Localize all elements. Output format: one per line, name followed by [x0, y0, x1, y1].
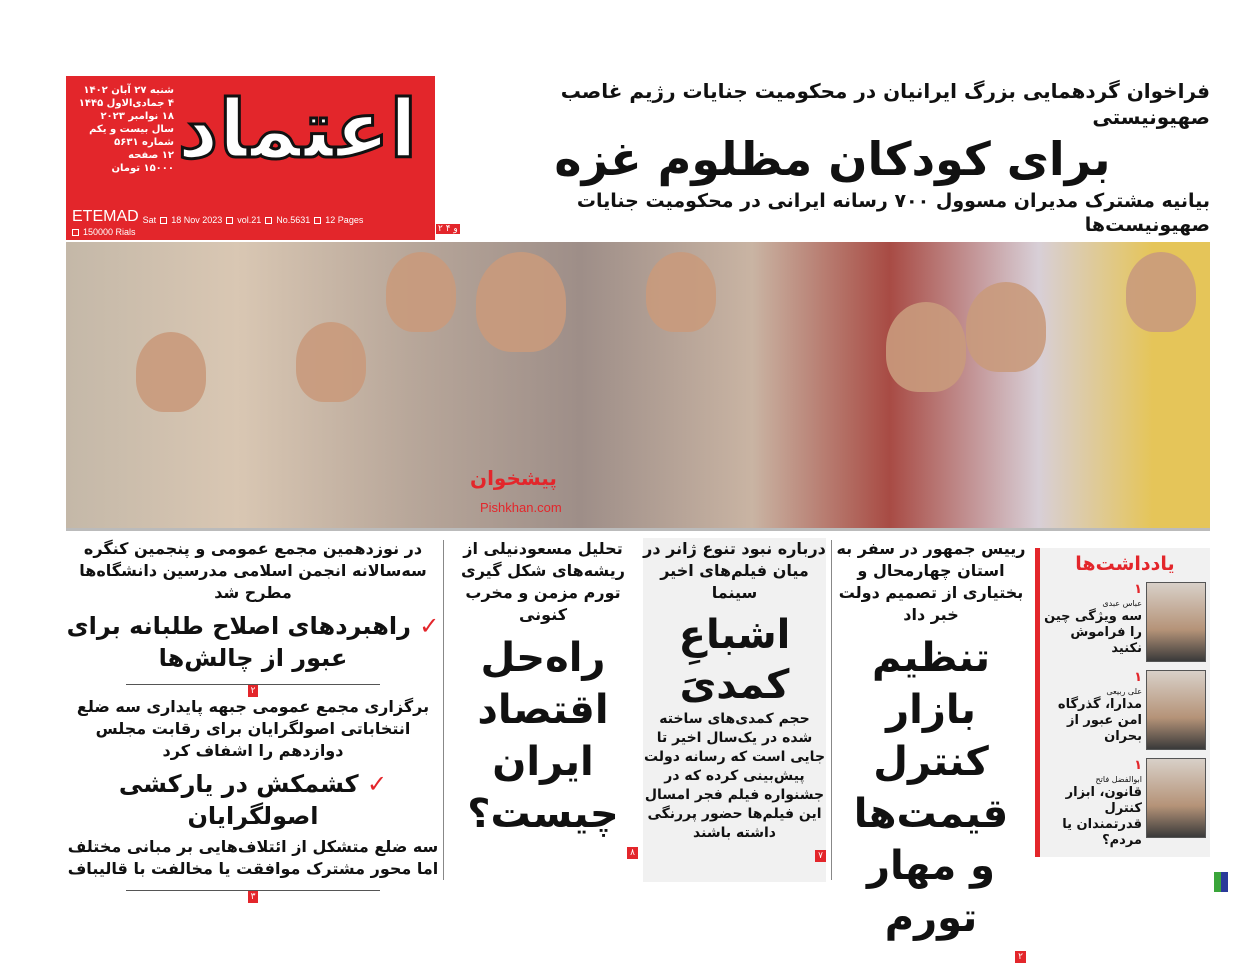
gaza-children-photo [66, 242, 1210, 528]
main-headline[interactable]: برای کودکان مظلوم غزه [554, 131, 1111, 186]
economy-column [448, 538, 638, 859]
note-title: سه ویژگی چین را فراموش نکنید [1044, 609, 1142, 656]
story-kicker: در نوزدهمین مجمع عمومی و پنجمین کنگره سه‌سالانه انجمن اسلامی مدرسین دانشگاه‌ها مطرح شد [79, 539, 427, 602]
date-block [74, 84, 174, 175]
divider [126, 678, 380, 696]
watermark-fa: پیشخوان [470, 466, 557, 490]
author-name: عباس عبدی [1102, 599, 1142, 608]
page-badge: ۷ [815, 850, 826, 862]
story-kicker: رییس جمهور در سفر به استان چهارمحال و بختیاری از تصمیم دولت خبر داد [836, 539, 1026, 624]
market-column [836, 538, 1026, 963]
page-badge: ۲ [1015, 951, 1026, 963]
check-icon: ✓ [419, 612, 440, 640]
masthead [66, 76, 435, 240]
story-headline[interactable]: اشباعِ کمدیَ [678, 612, 791, 708]
headline-text: کشمکش در یارکشی اصولگرایان [118, 770, 359, 830]
story-headline[interactable]: تنظیم بازار کنترل قیمت‌ها و مهار تورم [853, 635, 1009, 941]
note-title: مدارا، گذرگاه امن عبور از بحران [1057, 697, 1142, 744]
divider [126, 884, 380, 902]
column-rule [443, 540, 444, 880]
story-kicker: تحلیل مسعودنیلی از ریشه‌های شکل گیری تورم مزمن و مخرب کنونی [461, 539, 625, 624]
info-item: 150000 Rials [72, 227, 136, 237]
date-line: ۱۸ نوامبر ۲۰۲۳ [100, 111, 174, 122]
date-line: سال بیست و یکم [89, 124, 174, 135]
column-rule [831, 540, 832, 880]
date-line: ۱۲ صفحه [128, 150, 174, 161]
author-name: ابوالفضل فاتح [1095, 775, 1142, 784]
newspaper-logo: اعتماد [177, 83, 417, 176]
page-badge: ۳ [248, 891, 259, 903]
main-story-header [455, 78, 1210, 238]
headline-text: راهبردهای اصلاح طلبانه برای عبور از چالش‌ها [66, 612, 411, 672]
watermark-en: Pishkhan.com [480, 500, 562, 515]
date-line: شنبه ۲۷ آبان ۱۴۰۲ [83, 85, 174, 96]
story-headline[interactable] [66, 610, 440, 674]
info-item: vol.21 [226, 215, 261, 225]
info-item: Sat [142, 215, 157, 225]
date-line: ۴ جمادی‌الاول ۱۴۴۵ [78, 98, 174, 109]
story-headline[interactable]: راه‌حل اقتصاد ایران چیست؟ [467, 635, 619, 837]
main-subhead: بیانیه مشترک مدیران مسوول ۷۰۰ رسانه ایرانی در محکومیت جنایات صهیونیست‌ها [576, 189, 1210, 237]
author-photo [1146, 670, 1206, 750]
note-item[interactable] [1044, 582, 1206, 666]
story-headline[interactable] [66, 768, 440, 832]
author-photo [1146, 758, 1206, 838]
page-reference: ۲ و ۴ [438, 224, 458, 234]
info-item: 12 Pages [314, 215, 363, 225]
page-number: ۱ [1134, 670, 1142, 685]
english-info-line [66, 209, 435, 237]
page-number: ۱ [1134, 758, 1142, 773]
brand-latin: ETEMAD [72, 208, 139, 225]
author-photo [1146, 582, 1206, 662]
notes-sidebar [1035, 548, 1210, 857]
check-icon: ✓ [366, 770, 388, 798]
page-badge: ۲ [248, 685, 259, 697]
info-item: 18 Nov 2023 [160, 215, 222, 225]
info-item: No.5631 [265, 215, 310, 225]
left-column [66, 538, 440, 902]
author-name: علی ربیعی [1106, 687, 1142, 696]
story-body: حجم کمدی‌های ساخته شده در یک‌سال اخیر تا جایی است که رسانه دولت پیش‌بینی کرده که در جشنواره فیلم فجر امسال این فیلم‌ها حضور پررنگی داشته باشند [643, 711, 826, 841]
main-kicker: فراخوان گردهمایی بزرگ ایرانیان در محکومیت جنایات رژیم غاصب صهیونیستی [560, 79, 1210, 129]
story-kicker: برگزاری مجمع عمومی جبهه پایداری سه ضلع انتخاباتی اصولگرایان برای رقابت مجلس دوازدهم را اشفاف کرد [76, 697, 430, 760]
notes-title: یادداشت‌ها [1075, 553, 1175, 575]
note-item[interactable] [1044, 758, 1206, 849]
story-kicker: درباره نبود تنوع ژانر در میان فیلم‌های اخیر سینما [643, 539, 826, 602]
story-body: سه ضلع متشکل از ائتلاف‌هایی بر مبانی مختلف اما محور مشترک موافقت یا مخالفت با قالیباف [67, 837, 439, 878]
page-badge: ۸ [627, 847, 638, 859]
date-line: شماره ۵۶۳۱ [114, 137, 174, 148]
page-number: ۱ [1134, 582, 1142, 597]
corner-color-mark [1214, 872, 1228, 892]
divider [66, 528, 1210, 531]
note-item[interactable] [1044, 670, 1206, 754]
note-title: قانون، ابزار کنترل قدرتمندان یا مردم؟ [1062, 785, 1142, 848]
date-line: ۱۵۰۰۰ تومان [111, 163, 174, 174]
cinema-column [643, 538, 826, 882]
